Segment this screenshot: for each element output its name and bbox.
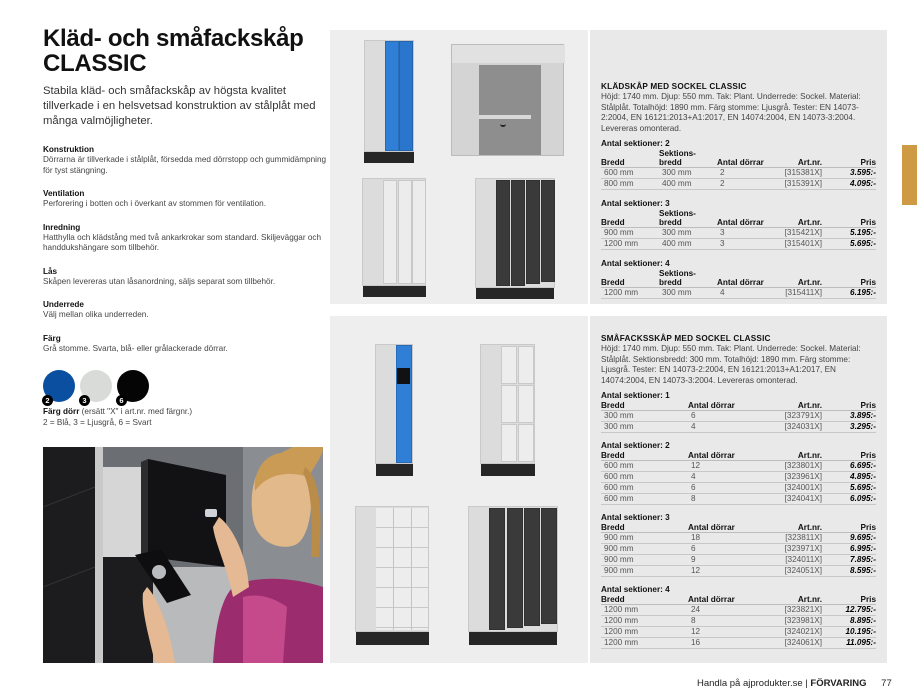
col-antal-dorrar: Antal dörrar	[717, 209, 773, 228]
cell-pris: 10.195:-	[822, 627, 876, 638]
title-line-2: CLASSIC	[43, 50, 147, 77]
price-table	[601, 149, 876, 190]
col-bredd: Bredd	[601, 595, 688, 605]
section-heading: Antal sektioner: 1	[601, 391, 670, 401]
color-caption	[43, 407, 192, 428]
table-row	[601, 472, 876, 483]
col-bredd: Bredd	[601, 523, 688, 533]
cell-bredd: 1200 mm	[601, 638, 688, 649]
cell-bredd: 1200 mm	[601, 627, 688, 638]
cell-artnr: [324061X]	[760, 638, 822, 649]
cell-sektionsbredd: 400 mm	[659, 239, 717, 250]
cell-sektionsbredd: 400 mm	[659, 179, 717, 190]
table-row	[601, 627, 876, 638]
color-swatches	[43, 370, 149, 405]
cell-sektionsbredd: 300 mm	[659, 228, 717, 239]
spec-heading: Inredning	[43, 222, 81, 232]
footer-section: FÖRVARING	[810, 678, 867, 689]
cell-artnr: [323801X]	[760, 461, 822, 472]
cell-artnr: [315391X]	[773, 179, 822, 190]
cell-sektionsbredd: 300 mm	[659, 168, 717, 179]
color-caption-label: Färg dörr	[43, 407, 80, 416]
cell-bredd: 1200 mm	[601, 616, 688, 627]
table-row	[601, 168, 876, 179]
spec-heading: Konstruktion	[43, 145, 94, 154]
col-antal-dorrar: Antal dörrar	[688, 523, 760, 533]
spec-heading: Färg	[43, 333, 61, 343]
cell-pris: 4.895:-	[822, 472, 876, 483]
table-row	[601, 533, 876, 544]
spec-text: Välj mellan olika underreden.	[43, 310, 149, 319]
cell-antal-dorrar: 4	[688, 472, 760, 483]
cell-antal-dorrar: 9	[688, 555, 760, 566]
table-row	[601, 411, 876, 422]
table-row	[601, 638, 876, 649]
locker-image-blue-2-door	[364, 40, 414, 164]
cell-artnr: [324011X]	[760, 555, 822, 566]
col-bredd: Bredd	[601, 451, 688, 461]
spec-farg	[43, 334, 328, 355]
cell-bredd: 600 mm	[601, 168, 659, 179]
spec-text: Hatthylla och klädstång med två ankarkrokar som standard. Skiljeväggar och handdukshängare som tillbehör.	[43, 232, 322, 252]
col-artnr: Art.nr.	[773, 209, 822, 228]
locker-image-grey-6-door	[480, 344, 535, 478]
cell-pris: 6.095:-	[822, 494, 876, 505]
cell-pris: 8.595:-	[822, 566, 876, 577]
cell-bredd: 600 mm	[601, 461, 688, 472]
footer-shop-link[interactable]: Handla på ajprodukter.se	[697, 678, 803, 689]
cell-antal-dorrar: 2	[717, 179, 773, 190]
spec-text: Dörrarna är tillverkade i stålplåt, försedda med dörrstopp och gummidämpning för tyst stängning.	[43, 155, 327, 175]
cell-pris: 3.895:-	[822, 411, 876, 422]
spec-text: Grå stomme. Svarta, blå- eller grålackerade dörrar.	[43, 343, 228, 353]
price-table	[601, 451, 876, 505]
section-group	[601, 139, 876, 190]
col-pris: Pris	[822, 523, 876, 533]
col-artnr: Art.nr.	[760, 523, 822, 533]
col-artnr: Art.nr.	[760, 401, 822, 411]
cell-pris: 12.795:-	[822, 605, 876, 616]
table-header	[601, 401, 876, 411]
swatch-number: 2	[42, 395, 53, 406]
cell-sektionsbredd: 300 mm	[659, 288, 717, 299]
cell-bredd: 900 mm	[601, 533, 688, 544]
intro-text: Stabila kläd- och småfackskåp av högsta kvalitet tillverkade i en helsvetsad konstruktion av stålplåt med många valmöjligheter.	[43, 85, 316, 127]
cell-bredd: 300 mm	[601, 422, 688, 433]
section-group	[601, 199, 876, 250]
table-header	[601, 595, 876, 605]
section-group	[601, 585, 876, 649]
cell-bredd: 1200 mm	[601, 239, 659, 250]
cell-antal-dorrar: 12	[688, 566, 760, 577]
cell-antal-dorrar: 6	[688, 544, 760, 555]
cell-pris: 3.595:-	[822, 168, 876, 179]
cell-antal-dorrar: 3	[717, 239, 773, 250]
col-bredd: Bredd	[601, 149, 659, 168]
cell-bredd: 800 mm	[601, 179, 659, 190]
col-antal-dorrar: Antal dörrar	[717, 269, 774, 288]
cell-pris: 8.895:-	[822, 616, 876, 627]
page-title	[43, 26, 328, 76]
cell-artnr: [324031X]	[760, 422, 822, 433]
table-header	[601, 269, 876, 288]
cell-artnr: [323821X]	[760, 605, 822, 616]
cell-bredd: 1200 mm	[601, 605, 688, 616]
table-header	[601, 209, 876, 228]
locker-image-black-4-door	[475, 178, 555, 300]
cell-artnr: [315411X]	[774, 288, 822, 299]
col-artnr: Art.nr.	[760, 451, 822, 461]
cell-artnr: [315421X]	[773, 228, 822, 239]
col-artnr: Art.nr.	[760, 595, 822, 605]
cell-pris: 6.195:-	[822, 288, 876, 299]
compartment-images-panel	[330, 316, 588, 663]
locker-image-grey-18-door	[355, 506, 429, 646]
cell-antal-dorrar: 12	[688, 627, 760, 638]
color-legend: 2 = Blå, 3 = Ljusgrå, 6 = Svart	[43, 417, 152, 427]
price-table	[601, 523, 876, 577]
cell-pris: 9.695:-	[822, 533, 876, 544]
section-group	[601, 259, 876, 299]
section-heading: Antal sektioner: 4	[601, 259, 670, 269]
product-title: KLÄDSKÅP MED SOCKEL CLASSIC	[601, 82, 747, 91]
cell-artnr: [323971X]	[760, 544, 822, 555]
spec-heading: Ventilation	[43, 189, 85, 198]
cell-antal-dorrar: 6	[688, 411, 760, 422]
cell-antal-dorrar: 12	[688, 461, 760, 472]
cell-pris: 11.095:-	[822, 638, 876, 649]
cell-antal-dorrar: 8	[688, 494, 760, 505]
table-row	[601, 483, 876, 494]
table-row	[601, 566, 876, 577]
price-table	[601, 209, 876, 250]
col-bredd: Bredd	[601, 209, 659, 228]
cell-antal-dorrar: 24	[688, 605, 760, 616]
col-sektionsbredd: Sektions- bredd	[659, 269, 717, 288]
table-row	[601, 544, 876, 555]
locker-image-grey-3-door	[362, 178, 426, 298]
col-pris: Pris	[822, 149, 876, 168]
col-pris: Pris	[822, 209, 876, 228]
cell-bredd: 300 mm	[601, 411, 688, 422]
table-row	[601, 228, 876, 239]
section-group	[601, 391, 876, 433]
color-swatch-blue	[43, 370, 75, 405]
spec-text: Skåpen levereras utan låsanordning, säljs separat som tillbehör.	[43, 276, 276, 286]
cell-bredd: 900 mm	[601, 228, 659, 239]
col-artnr: Art.nr.	[773, 149, 822, 168]
locker-interior-image	[451, 44, 564, 156]
cell-antal-dorrar: 16	[688, 638, 760, 649]
cell-pris: 6.695:-	[822, 461, 876, 472]
cell-antal-dorrar: 4	[688, 422, 760, 433]
price-table	[601, 595, 876, 649]
cell-antal-dorrar: 6	[688, 483, 760, 494]
col-bredd: Bredd	[601, 269, 659, 288]
col-artnr: Art.nr.	[774, 269, 822, 288]
price-table	[601, 401, 876, 433]
cell-pris: 3.295:-	[822, 422, 876, 433]
cell-bredd: 900 mm	[601, 555, 688, 566]
cell-pris: 6.995:-	[822, 544, 876, 555]
spec-las	[43, 267, 328, 288]
section-group	[601, 513, 876, 577]
cell-pris: 5.695:-	[822, 483, 876, 494]
table-row	[601, 461, 876, 472]
cell-artnr: [324001X]	[760, 483, 822, 494]
cell-artnr: [323791X]	[760, 411, 822, 422]
cell-antal-dorrar: 18	[688, 533, 760, 544]
wardrobe-images-panel	[330, 30, 588, 304]
cell-antal-dorrar: 3	[717, 228, 773, 239]
col-antal-dorrar: Antal dörrar	[688, 401, 760, 411]
col-pris: Pris	[822, 401, 876, 411]
cell-artnr: [315401X]	[773, 239, 822, 250]
cell-artnr: [315381X]	[773, 168, 822, 179]
col-sektionsbredd: Sektions- bredd	[659, 149, 717, 168]
section-heading: Antal sektioner: 3	[601, 513, 670, 523]
cell-antal-dorrar: 2	[717, 168, 773, 179]
col-pris: Pris	[822, 595, 876, 605]
cell-bredd: 1200 mm	[601, 288, 659, 299]
table-row	[601, 179, 876, 190]
col-antal-dorrar: Antal dörrar	[688, 451, 760, 461]
swatch-number: 3	[79, 395, 90, 406]
col-sektionsbredd: Sektions- bredd	[659, 209, 717, 228]
col-antal-dorrar: Antal dörrar	[717, 149, 773, 168]
table-row	[601, 605, 876, 616]
spec-heading: Lås	[43, 266, 58, 276]
cell-artnr: [324051X]	[760, 566, 822, 577]
spec-text: Perforering i botten och i överkant av stommen för ventilation.	[43, 199, 266, 208]
compartment-pricing-panel	[590, 316, 887, 663]
photo-illustration	[43, 447, 323, 663]
color-swatch-black	[117, 370, 149, 405]
spec-underrede	[43, 300, 328, 321]
table-row	[601, 494, 876, 505]
price-table	[601, 269, 876, 299]
col-antal-dorrar: Antal dörrar	[688, 595, 760, 605]
color-caption-note: (ersätt "X" i art.nr. med färgnr.)	[79, 407, 193, 416]
cell-artnr: [324041X]	[760, 494, 822, 505]
color-swatch-light-grey	[80, 370, 112, 405]
cell-bredd: 900 mm	[601, 566, 688, 577]
product-description: Höjd: 1740 mm. Djup: 550 mm. Tak: Plant. Underrede: Sockel. Material: Stålplåt. Sektionsbredd: 300 mm. Totalhöjd: 1890 mm. Färg stomme: Ljusgrå. Tester: EN 14073-2:2004, EN 16121:2013+A1:2017, EN 14074:2004, EN 14073-3:2004. Levereras omonterad.	[601, 344, 861, 385]
section-heading: Antal sektioner: 3	[601, 199, 670, 209]
cell-bredd: 900 mm	[601, 544, 688, 555]
col-pris: Pris	[822, 451, 876, 461]
table-header	[601, 451, 876, 461]
cell-artnr: [324021X]	[760, 627, 822, 638]
table-header	[601, 149, 876, 168]
table-row	[601, 616, 876, 627]
footer-separator: |	[805, 678, 808, 689]
cell-pris: 5.195:-	[822, 228, 876, 239]
col-pris: Pris	[822, 269, 876, 288]
locker-image-blue-1-section	[375, 344, 413, 478]
section-heading: Antal sektioner: 2	[601, 441, 670, 451]
section-group	[601, 441, 876, 505]
cell-antal-dorrar: 4	[717, 288, 774, 299]
section-heading: Antal sektioner: 4	[601, 585, 670, 595]
section-tab-marker	[902, 145, 917, 205]
cell-artnr: [323961X]	[760, 472, 822, 483]
intro-column	[43, 26, 328, 354]
product-description: Höjd: 1740 mm. Djup: 550 mm. Tak: Plant. Underrede: Sockel. Material: Stålplåt. Totalhöjd: 1890 mm. Färg stomme: Ljusgrå. Tester: EN 14073-2:2004, EN 16121:2013+A1:2017, EN 14074:2004, EN 14073-3:2004. Levereras omonterad.	[601, 92, 861, 133]
spec-heading: Underrede	[43, 300, 84, 309]
table-row	[601, 422, 876, 433]
cell-artnr: [323811X]	[760, 533, 822, 544]
lifestyle-photo	[43, 447, 323, 663]
title-line-1: Kläd- och småfackskåp	[43, 25, 304, 52]
spec-konstruktion	[43, 145, 328, 176]
page-footer	[697, 678, 892, 689]
spec-inredning	[43, 223, 328, 254]
locker-image-black-4-section	[468, 506, 558, 646]
cell-bredd: 600 mm	[601, 483, 688, 494]
cell-pris: 5.695:-	[822, 239, 876, 250]
table-row	[601, 288, 876, 299]
product-title: SMÅFACKSSKÅP MED SOCKEL CLASSIC	[601, 334, 771, 343]
wardrobe-pricing-panel	[590, 30, 887, 304]
table-header	[601, 523, 876, 533]
cell-antal-dorrar: 8	[688, 616, 760, 627]
cell-pris: 4.095:-	[822, 179, 876, 190]
cell-bredd: 600 mm	[601, 472, 688, 483]
cell-pris: 7.895:-	[822, 555, 876, 566]
cell-bredd: 600 mm	[601, 494, 688, 505]
section-heading: Antal sektioner: 2	[601, 139, 670, 149]
cell-artnr: [323981X]	[760, 616, 822, 627]
col-bredd: Bredd	[601, 401, 688, 411]
page-number: 77	[881, 678, 892, 689]
table-row	[601, 555, 876, 566]
spec-ventilation	[43, 189, 328, 210]
table-row	[601, 239, 876, 250]
swatch-number: 6	[116, 395, 127, 406]
